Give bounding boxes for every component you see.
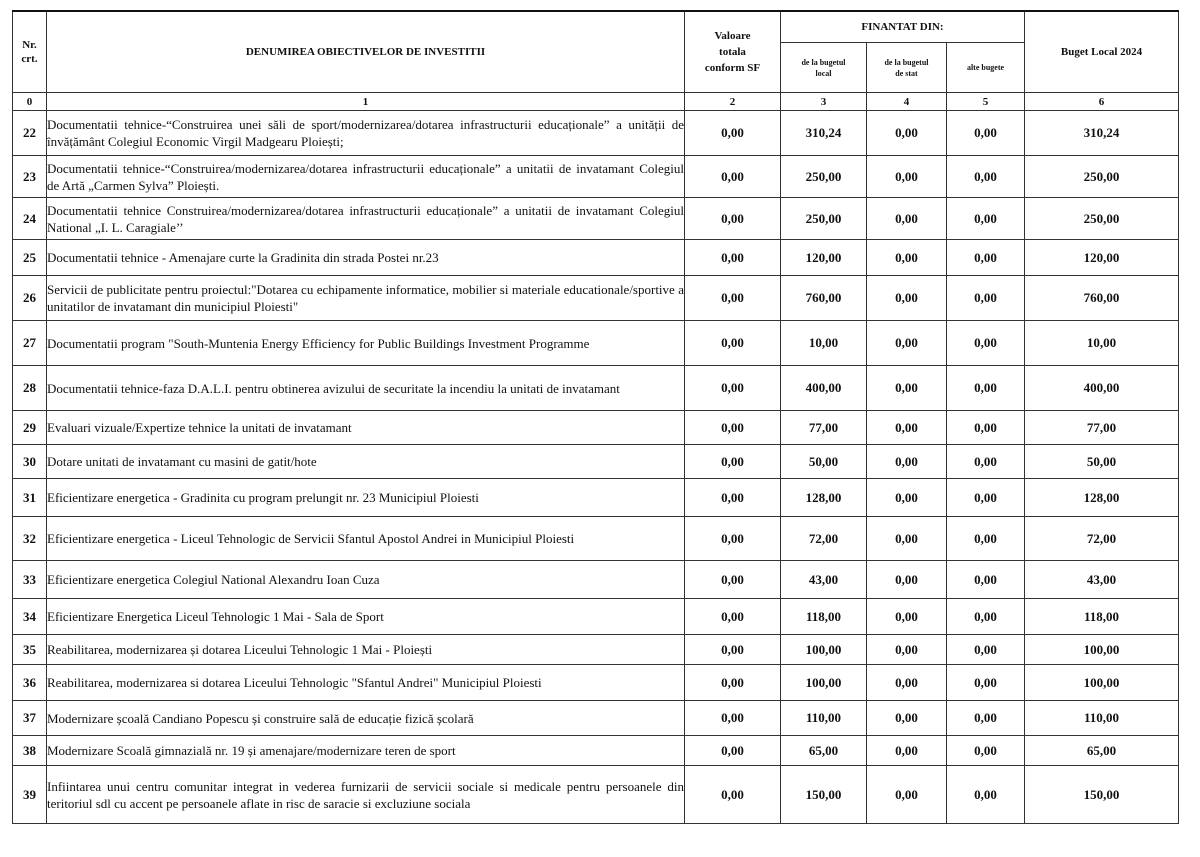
row-buget-local-cell: 128,00 — [781, 479, 867, 517]
column-index: 4 — [867, 93, 947, 111]
header-denumire: DENUMIREA OBIECTIVELOR DE INVESTITII — [47, 11, 685, 93]
row-description-cell: Documentatii tehnice-“Construirea/modernizarea/dotarea infrastructurii educaționale” a unitatii de invatamant Colegiul de Artă „Carmen Sylva” Ploiești. — [47, 156, 685, 198]
row-alte-bugete-cell: 0,00 — [947, 240, 1025, 276]
row-nr-cell: 38 — [13, 736, 47, 766]
row-valoare-cell: 0,00 — [685, 599, 781, 635]
row-valoare-cell: 0,00 — [685, 445, 781, 479]
table-row — [13, 366, 1179, 411]
row-buget-local-cell: 150,00 — [781, 766, 867, 824]
header-nr-line1: Nr. — [22, 39, 37, 51]
row-buget-stat-cell: 0,00 — [867, 599, 947, 635]
row-nr-cell: 28 — [13, 366, 47, 411]
row-nr-cell: 36 — [13, 665, 47, 701]
header-buget-local-2024: Buget Local 2024 — [1025, 11, 1179, 93]
table-row — [13, 240, 1179, 276]
row-buget-stat-cell: 0,00 — [867, 411, 947, 445]
table-row — [13, 479, 1179, 517]
table-row — [13, 445, 1179, 479]
column-index: 0 — [13, 93, 47, 111]
row-alte-bugete-cell: 0,00 — [947, 517, 1025, 561]
row-description-cell: Documentatii program "South-Muntenia Energy Efficiency for Public Buildings Investment Programme — [47, 321, 685, 366]
row-buget-local-cell: 250,00 — [781, 156, 867, 198]
row-buget-local-cell: 100,00 — [781, 635, 867, 665]
row-valoare-cell: 0,00 — [685, 240, 781, 276]
table-row — [13, 198, 1179, 240]
row-valoare-cell: 0,00 — [685, 321, 781, 366]
column-index-row — [13, 93, 1179, 111]
row-description-cell: Eficientizare energetica - Gradinita cu program prelungit nr. 23 Municipiul Ploiesti — [47, 479, 685, 517]
row-buget-local-cell: 65,00 — [781, 736, 867, 766]
header-valoare — [685, 11, 781, 93]
row-alte-bugete-cell: 0,00 — [947, 321, 1025, 366]
table-row — [13, 111, 1179, 156]
column-index: 3 — [781, 93, 867, 111]
row-buget-2024-cell: 760,00 — [1025, 276, 1179, 321]
row-valoare-cell: 0,00 — [685, 366, 781, 411]
row-buget-local-cell: 120,00 — [781, 240, 867, 276]
row-buget-2024-cell: 72,00 — [1025, 517, 1179, 561]
row-description-cell: Servicii de publicitate pentru proiectul:"Dotarea cu echipamente informatice, mobilier si materiale educationale/sportive a unitatilor de invatamant din municipiul Ploiesti" — [47, 276, 685, 321]
row-alte-bugete-cell: 0,00 — [947, 445, 1025, 479]
row-buget-stat-cell: 0,00 — [867, 366, 947, 411]
row-buget-local-cell: 10,00 — [781, 321, 867, 366]
row-alte-bugete-cell: 0,00 — [947, 736, 1025, 766]
table-row — [13, 156, 1179, 198]
header-nr-line2: crt. — [21, 53, 38, 65]
row-nr-cell: 35 — [13, 635, 47, 665]
table-row — [13, 321, 1179, 366]
row-description-cell: Reabilitarea, modernizarea si dotarea Liceului Tehnologic "Sfantul Andrei" Municipiul Ploiesti — [47, 665, 685, 701]
row-buget-stat-cell: 0,00 — [867, 156, 947, 198]
row-valoare-cell: 0,00 — [685, 479, 781, 517]
row-alte-bugete-cell: 0,00 — [947, 276, 1025, 321]
row-nr-cell: 23 — [13, 156, 47, 198]
row-description-cell: Documentatii tehnice-faza D.A.L.I. pentru obtinerea avizului de securitate la incendiu la unitati de invatamant — [47, 366, 685, 411]
row-description-cell: Modernizare Scoală gimnazială nr. 19 și amenajare/modernizare teren de sport — [47, 736, 685, 766]
row-alte-bugete-cell: 0,00 — [947, 635, 1025, 665]
header-valoare-line3: conform SF — [704, 62, 761, 74]
table-row — [13, 276, 1179, 321]
row-nr-cell: 34 — [13, 599, 47, 635]
row-buget-local-cell: 760,00 — [781, 276, 867, 321]
table-row — [13, 701, 1179, 736]
header-sub-stat-line2: de stat — [895, 68, 918, 78]
row-alte-bugete-cell: 0,00 — [947, 366, 1025, 411]
row-nr-cell: 37 — [13, 701, 47, 736]
row-buget-stat-cell: 0,00 — [867, 240, 947, 276]
row-valoare-cell: 0,00 — [685, 411, 781, 445]
row-alte-bugete-cell: 0,00 — [947, 599, 1025, 635]
row-buget-local-cell: 310,24 — [781, 111, 867, 156]
row-alte-bugete-cell: 0,00 — [947, 766, 1025, 824]
row-alte-bugete-cell: 0,00 — [947, 156, 1025, 198]
row-valoare-cell: 0,00 — [685, 111, 781, 156]
row-valoare-cell: 0,00 — [685, 736, 781, 766]
row-description-cell: Infiintarea unui centru comunitar integrat in vederea furnizarii de servicii sociale si medicale pentru persoanele din teritoriul sdl cu accent pe persoanele aflate in risc de saracie si excluziune sociala — [47, 766, 685, 824]
column-index: 2 — [685, 93, 781, 111]
row-buget-2024-cell: 77,00 — [1025, 411, 1179, 445]
row-valoare-cell: 0,00 — [685, 766, 781, 824]
row-alte-bugete-cell: 0,00 — [947, 701, 1025, 736]
row-buget-2024-cell: 50,00 — [1025, 445, 1179, 479]
row-description-cell: Documentatii tehnice-“Construirea unei săli de sport/modernizarea/dotarea infrastructurii educaționale” a unității de învățământ Colegiul Economic Virgil Madgearu Ploiești; — [47, 111, 685, 156]
row-buget-stat-cell: 0,00 — [867, 445, 947, 479]
row-buget-2024-cell: 120,00 — [1025, 240, 1179, 276]
row-alte-bugete-cell: 0,00 — [947, 561, 1025, 599]
header-sub-buget-stat — [867, 43, 947, 93]
row-nr-cell: 39 — [13, 766, 47, 824]
row-nr-cell: 27 — [13, 321, 47, 366]
header-finantat-din: FINANTAT DIN: — [781, 11, 1025, 43]
row-description-cell: Eficientizare Energetica Liceul Tehnologic 1 Mai - Sala de Sport — [47, 599, 685, 635]
header-valoare-line2: totala — [719, 46, 746, 58]
table-row — [13, 411, 1179, 445]
row-alte-bugete-cell: 0,00 — [947, 198, 1025, 240]
row-nr-cell: 29 — [13, 411, 47, 445]
table-header — [13, 11, 1179, 111]
row-buget-local-cell: 50,00 — [781, 445, 867, 479]
row-buget-stat-cell: 0,00 — [867, 665, 947, 701]
row-buget-local-cell: 110,00 — [781, 701, 867, 736]
row-valoare-cell: 0,00 — [685, 701, 781, 736]
row-alte-bugete-cell: 0,00 — [947, 411, 1025, 445]
row-buget-local-cell: 118,00 — [781, 599, 867, 635]
row-buget-2024-cell: 128,00 — [1025, 479, 1179, 517]
row-buget-stat-cell: 0,00 — [867, 276, 947, 321]
row-valoare-cell: 0,00 — [685, 198, 781, 240]
row-buget-local-cell: 100,00 — [781, 665, 867, 701]
header-sub-alte-bugete: alte bugete — [947, 43, 1025, 93]
header-nr-crt — [13, 11, 47, 93]
table-row — [13, 561, 1179, 599]
row-buget-2024-cell: 43,00 — [1025, 561, 1179, 599]
row-nr-cell: 22 — [13, 111, 47, 156]
table-row — [13, 665, 1179, 701]
row-description-cell: Eficientizare energetica Colegiul National Alexandru Ioan Cuza — [47, 561, 685, 599]
row-valoare-cell: 0,00 — [685, 276, 781, 321]
row-buget-2024-cell: 65,00 — [1025, 736, 1179, 766]
row-buget-stat-cell: 0,00 — [867, 198, 947, 240]
row-nr-cell: 30 — [13, 445, 47, 479]
row-buget-2024-cell: 250,00 — [1025, 198, 1179, 240]
investment-table — [12, 10, 1179, 824]
row-nr-cell: 26 — [13, 276, 47, 321]
row-buget-2024-cell: 110,00 — [1025, 701, 1179, 736]
row-buget-local-cell: 72,00 — [781, 517, 867, 561]
row-buget-stat-cell: 0,00 — [867, 321, 947, 366]
header-sub-buget-local — [781, 43, 867, 93]
row-buget-2024-cell: 100,00 — [1025, 665, 1179, 701]
row-nr-cell: 31 — [13, 479, 47, 517]
row-buget-2024-cell: 150,00 — [1025, 766, 1179, 824]
row-buget-stat-cell: 0,00 — [867, 479, 947, 517]
row-buget-stat-cell: 0,00 — [867, 561, 947, 599]
row-description-cell: Evaluari vizuale/Expertize tehnice la unitati de invatamant — [47, 411, 685, 445]
row-alte-bugete-cell: 0,00 — [947, 479, 1025, 517]
row-nr-cell: 32 — [13, 517, 47, 561]
row-valoare-cell: 0,00 — [685, 517, 781, 561]
row-buget-local-cell: 400,00 — [781, 366, 867, 411]
row-buget-2024-cell: 100,00 — [1025, 635, 1179, 665]
header-sub-local-line2: local — [815, 68, 832, 78]
row-description-cell: Dotare unitati de invatamant cu masini de gatit/hote — [47, 445, 685, 479]
row-buget-2024-cell: 118,00 — [1025, 599, 1179, 635]
row-description-cell: Documentatii tehnice Construirea/modernizarea/dotarea infrastructurii educaționale” a unitatii de invatamant Colegiul National „I. L. Caragiale’’ — [47, 198, 685, 240]
row-description-cell: Eficientizare energetica - Liceul Tehnologic de Servicii Sfantul Apostol Andrei in Municipiul Ploiesti — [47, 517, 685, 561]
row-alte-bugete-cell: 0,00 — [947, 111, 1025, 156]
column-index: 6 — [1025, 93, 1179, 111]
header-sub-local-line1: de la bugetul — [801, 57, 846, 67]
row-valoare-cell: 0,00 — [685, 635, 781, 665]
column-index: 1 — [47, 93, 685, 111]
row-buget-stat-cell: 0,00 — [867, 635, 947, 665]
row-alte-bugete-cell: 0,00 — [947, 665, 1025, 701]
row-buget-local-cell: 77,00 — [781, 411, 867, 445]
table-row — [13, 766, 1179, 824]
table-row — [13, 517, 1179, 561]
row-buget-2024-cell: 10,00 — [1025, 321, 1179, 366]
row-nr-cell: 25 — [13, 240, 47, 276]
row-buget-local-cell: 43,00 — [781, 561, 867, 599]
row-buget-2024-cell: 310,24 — [1025, 111, 1179, 156]
row-buget-stat-cell: 0,00 — [867, 111, 947, 156]
row-description-cell: Documentatii tehnice - Amenajare curte la Gradinita din strada Postei nr.23 — [47, 240, 685, 276]
column-index: 5 — [947, 93, 1025, 111]
header-sub-stat-line1: de la bugetul — [884, 57, 929, 67]
row-description-cell: Reabilitarea, modernizarea și dotarea Liceului Tehnologic 1 Mai - Ploiești — [47, 635, 685, 665]
row-buget-stat-cell: 0,00 — [867, 517, 947, 561]
row-valoare-cell: 0,00 — [685, 561, 781, 599]
row-buget-stat-cell: 0,00 — [867, 701, 947, 736]
row-buget-stat-cell: 0,00 — [867, 736, 947, 766]
row-buget-2024-cell: 250,00 — [1025, 156, 1179, 198]
row-valoare-cell: 0,00 — [685, 665, 781, 701]
row-buget-2024-cell: 400,00 — [1025, 366, 1179, 411]
row-buget-local-cell: 250,00 — [781, 198, 867, 240]
table-row — [13, 635, 1179, 665]
row-nr-cell: 33 — [13, 561, 47, 599]
row-buget-stat-cell: 0,00 — [867, 766, 947, 824]
table-body — [13, 111, 1179, 824]
table-row — [13, 599, 1179, 635]
row-description-cell: Modernizare școală Candiano Popescu și construire sală de educație fizică școlară — [47, 701, 685, 736]
table-row — [13, 736, 1179, 766]
row-valoare-cell: 0,00 — [685, 156, 781, 198]
header-valoare-line1: Valoare — [714, 30, 751, 42]
row-nr-cell: 24 — [13, 198, 47, 240]
